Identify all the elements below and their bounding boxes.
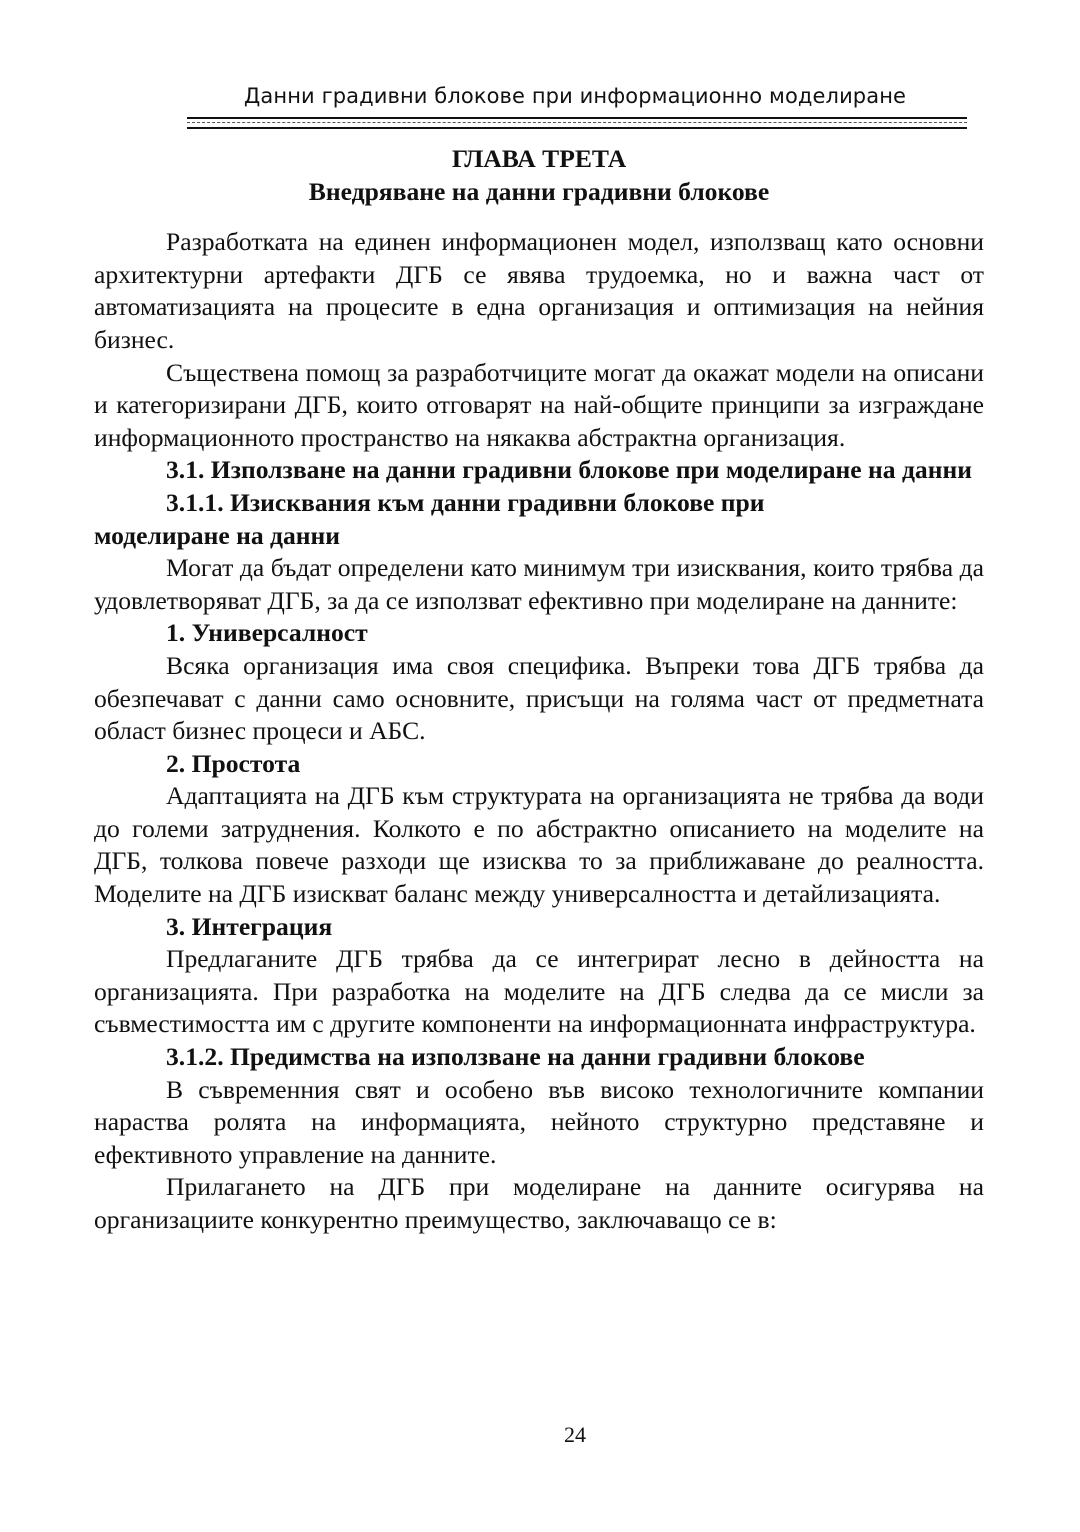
section-heading-3-1-1: [94, 487, 984, 552]
paragraph-requirements: Могат да бъдат определени като минимум три изисквания, които трябва да удовлетворяват ДГБ, за да се използват ефективно при моделиране на данните:: [94, 553, 984, 615]
chapter-title: ГЛАВА ТРЕТА: [451, 144, 627, 173]
running-header: Данни градивни блокове при информационно моделиране: [243, 84, 907, 108]
section-heading-3-1-2: 3.1.2. Предимства на използване на данни градивни блокове: [166, 1042, 865, 1072]
requirement-heading-simplicity: 2. Простота: [166, 748, 301, 778]
chapter-subtitle: Внедряване на данни градивни блокове: [308, 176, 770, 206]
paragraph-advantage: Прилагането на ДГБ при моделиране на данните осигурява на организациите конкурентно преимущество, заключаващо се в:: [94, 1172, 984, 1234]
header-rule: [187, 117, 967, 129]
paragraph-help: Съществена помощ за разработчиците могат да окажат модели на описани и категоризирани ДГБ, които отговарят на най-общите принципи за изграждане информационното пространство на някаква абстрактна организация.: [94, 357, 984, 452]
section-heading-3-1-1-line2: моделиране на данни: [94, 520, 341, 550]
requirement-heading-integration: 3. Интеграция: [166, 911, 333, 941]
paragraph-integration: Предлаганите ДГБ трябва да се интегрират лесно в дейността на организацията. При разработка на моделите на ДГБ следва да се мисли за съвместимостта им с другите компоненти на информационната инфраструктура.: [94, 944, 984, 1039]
requirement-heading-universality: 1. Универсалност: [166, 618, 368, 648]
page-number: 24: [564, 1422, 586, 1447]
paragraph-intro: Разработката на единен информационен модел, използващ като основни архитектурни артефакти ДГБ се явява трудоемка, но и важна част от автоматизацията на процесите в една организация и оптимизация на нейния бизнес.: [94, 227, 984, 354]
section-heading-3-1-1-line1: 3.1.1. Изисквания към данни градивни блокове при: [166, 487, 765, 517]
paragraph-simplicity: Адаптацията на ДГБ към структурата на организацията не трябва да води до големи затруднения. Колкото е по абстрактно описанието на моделите на ДГБ, толкова повече разходи ще изисква то за приближаване до реалността. Моделите на ДГБ изискват баланс между универсалността и детайлизацията.: [94, 781, 984, 909]
section-heading-3-1: 3.1. Използване на данни градивни блокове при моделиране на данни: [166, 455, 972, 485]
body-text: [94, 143, 984, 1237]
paragraph-universality: Всяка организация има своя специфика. Въпреки това ДГБ трябва да обезпечават с данни само основните, присъщи на голяма част от предметната област бизнес процеси и АБС.: [94, 650, 984, 746]
paragraph-modern-world: В съвременния свят и особено във високо технологичните компании нараства ролята на информацията, нейното структурно представяне и ефективното управление на данните.: [94, 1074, 984, 1169]
